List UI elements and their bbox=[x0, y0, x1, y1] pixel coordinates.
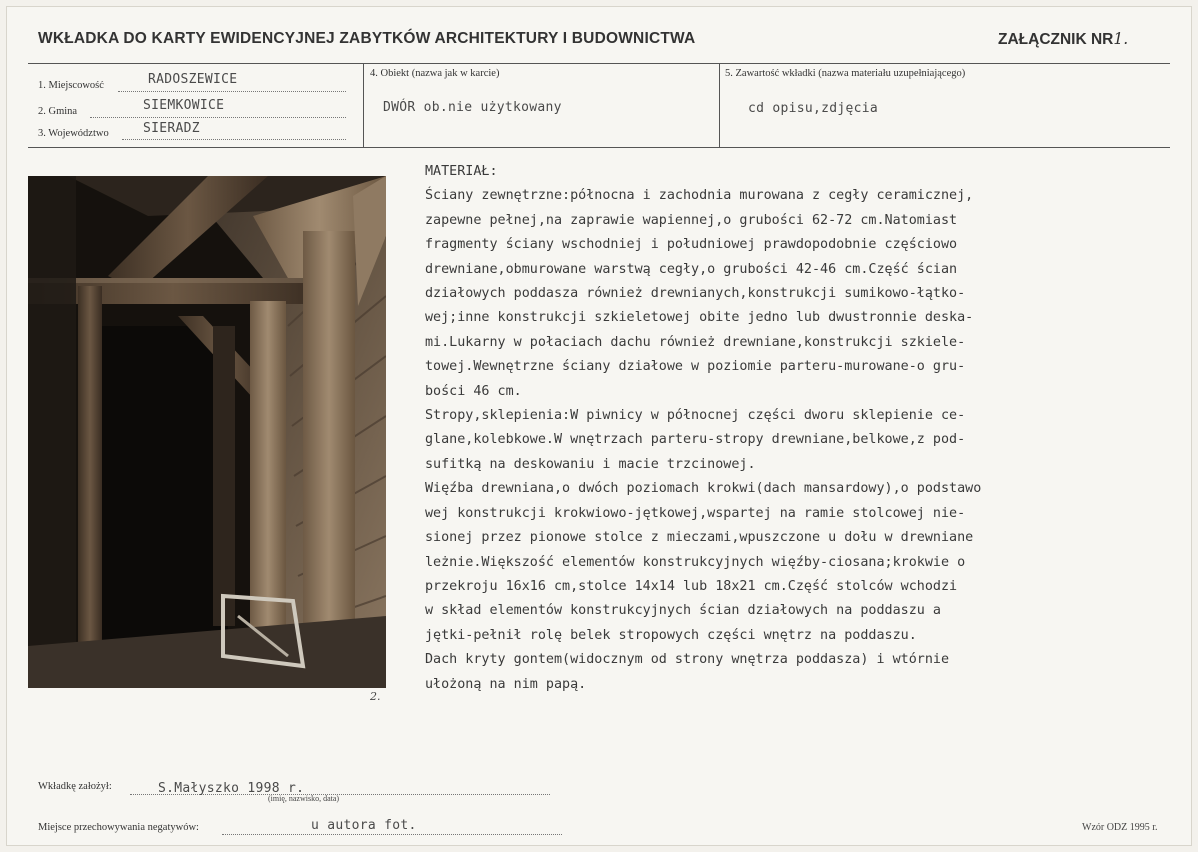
description-heading: MATERIAŁ: bbox=[425, 164, 498, 179]
author-label: Wkładkę założył: bbox=[38, 781, 112, 792]
voivodeship-dots bbox=[122, 139, 346, 140]
description-line: fragmenty ściany wschodniej i południowej prawdopodobnie częściowo bbox=[425, 237, 958, 253]
description-line: wej;inne konstrukcji szkieletowej obite jedno lub dwustronnie deska- bbox=[425, 310, 974, 326]
description-line: leżnie.Większość elementów konstrukcyjnych więźby-ciosana;krokwie o bbox=[425, 554, 966, 570]
description-line: mi.Lukarny w połaciach dachu również drewniane,konstrukcji szkiele- bbox=[425, 334, 966, 350]
annex-label-text: ZAŁĄCZNIK NR bbox=[998, 31, 1114, 48]
description-line: glane,kolebkowe.W wnętrzach parteru-stropy drewniane,belkowe,z pod- bbox=[425, 432, 966, 448]
negatives-value: u autora fot. bbox=[311, 818, 417, 833]
description-line: Dach kryty gontem(widocznym od strony wnętrza poddasza) i wtórnie bbox=[425, 652, 950, 668]
description-line: wej konstrukcji krokwiowo-jętkowej,wspartej na ramie stolcowej nie- bbox=[425, 505, 966, 521]
rule-col2 bbox=[719, 63, 720, 148]
negatives-dots bbox=[222, 834, 562, 835]
description-line: jętki-pełnił rolę belek stropowych części wnętrz na poddaszu. bbox=[425, 627, 917, 643]
rule-fields-bottom bbox=[28, 147, 1170, 148]
locality-dots bbox=[118, 91, 346, 92]
locality-value: RADOSZEWICE bbox=[148, 72, 238, 87]
description-line: w skład elementów konstrukcyjnych ścian działowych na poddaszu a bbox=[425, 603, 941, 619]
contents-label: 5. Zawartość wkładki (nazwa materiału uzupełniającego) bbox=[725, 68, 966, 79]
description-line: drewniane,obmurowane warstwą cegły,o grubości 42-46 cm.Część ścian bbox=[425, 261, 958, 277]
commune-value: SIEMKOWICE bbox=[143, 98, 225, 113]
description-line: sionej przez pionowe stolce z mieczami,wpuszczone u dołu w drewniane bbox=[425, 530, 974, 546]
annex-label bbox=[998, 30, 1128, 49]
photo-number: 2. bbox=[370, 690, 381, 703]
negatives-label: Miejsce przechowywania negatywów: bbox=[38, 822, 199, 833]
author-value: S.Małyszko 1998 r. bbox=[158, 781, 305, 796]
object-value: DWÓR ob.nie użytkowany bbox=[383, 100, 562, 115]
commune-label: 2. Gmina bbox=[38, 106, 78, 117]
author-hint: (imię, nazwisko, data) bbox=[268, 794, 340, 803]
annex-number: 1. bbox=[1113, 30, 1129, 48]
form-title: WKŁADKA DO KARTY EWIDENCYJNEJ ZABYTKÓW ARCHITEKTURY I BUDOWNICTWA bbox=[38, 30, 696, 47]
commune-dots bbox=[90, 117, 346, 118]
voivodeship-label: 3. Województwo bbox=[38, 128, 109, 139]
description-line: działowych poddasza również drewnianych,konstrukcji sumikowo-łątko- bbox=[425, 286, 966, 302]
rule-top bbox=[28, 63, 1170, 64]
description-line: zapewne pełnej,na zaprawie wapiennej,o grubości 62-72 cm.Natomiast bbox=[425, 212, 958, 228]
contents-value: cd opisu,zdjęcia bbox=[748, 101, 879, 116]
description-line: Więźba drewniana,o dwóch poziomach krokwi(dach mansardowy),o podstawo bbox=[425, 481, 982, 497]
voivodeship-value: SIERADZ bbox=[143, 121, 200, 136]
description-line: Ściany zewnętrzne:północna i zachodnia murowana z cegły ceramicznej, bbox=[425, 188, 974, 204]
attic-photo-drawing bbox=[28, 176, 386, 688]
description-line: towej.Wewnętrzne ściany działowe w poziomie parteru-murowane-o gru- bbox=[425, 359, 966, 375]
attic-photo bbox=[28, 176, 386, 688]
description-line: ułożoną na nim papą. bbox=[425, 676, 587, 692]
description-text bbox=[425, 160, 1140, 697]
form-id: Wzór ODZ 1995 r. bbox=[1082, 822, 1158, 833]
rule-col1 bbox=[363, 63, 364, 148]
description-line: przekroju 16x16 cm,stolce 14x14 lub 18x21 cm.Część stolców wchodzi bbox=[425, 578, 958, 594]
locality-label: 1. Miejscowość bbox=[38, 80, 104, 91]
object-label: 4. Obiekt (nazwa jak w karcie) bbox=[370, 68, 500, 79]
description-line: Stropy,sklepienia:W piwnicy w północnej części dworu sklepienie ce- bbox=[425, 408, 966, 424]
description-line: bości 46 cm. bbox=[425, 383, 522, 399]
description-line: sufitką na deskowaniu i macie trzcinowej. bbox=[425, 456, 756, 472]
